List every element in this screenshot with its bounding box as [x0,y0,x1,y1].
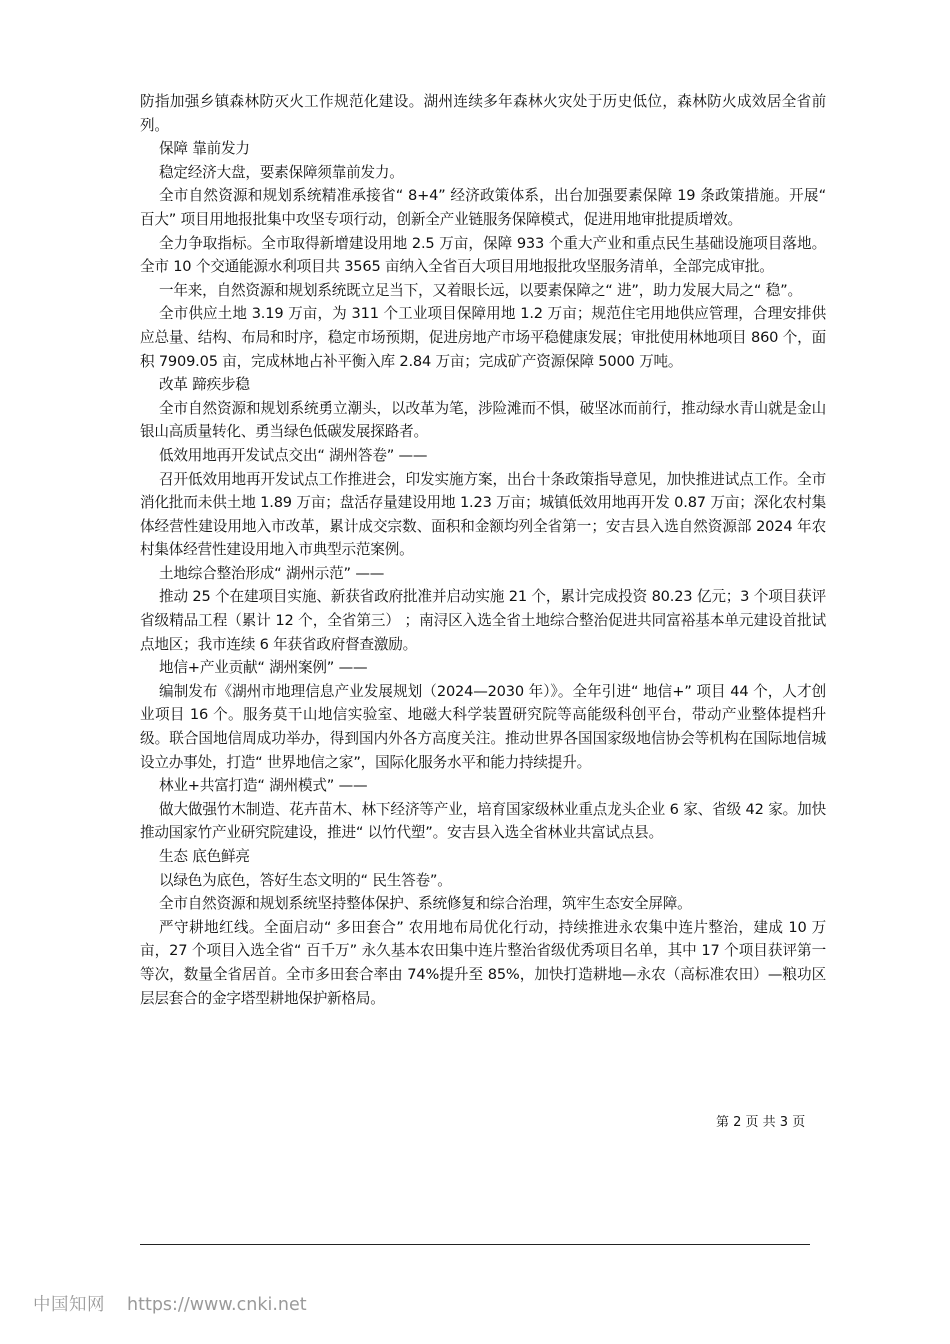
body-paragraph: 编制发布《湖州市地理信息产业发展规划（2024—2030 年）》。全年引进“ 地信+” 项目 44 个，人才创业项目 16 个。服务莫干山地信实验室、地磁大科学装置研究院等高能级科创平台，带动产业整体提档升级。联合国地信周成功举办，得到国内外各方高度关注。推动世界各国国家级地信协会等机构在国际地信城设立办事处，打造“ 世界地信之家”，国际化服务水平和能力持续提升。 [140,682,826,771]
body-paragraph: 防指加强乡镇森林防灭火工作规范化建设。湖州连续多年森林火灾处于历史低位，森林防火成效居全省前列。 [140,93,826,134]
subsection-heading: 土地综合整治形成“ 湖州示范” —— [159,564,385,582]
watermark-brand: 中国知网 [33,1295,105,1315]
body-paragraph: 全市自然资源和规划系统精准承接省“ 8+4” 经济政策体系，出台加强要素保障 19 条政策措施。开展“ 百大” 项目用地报批集中攻坚专项行动，创新全产业链服务保障模式，促进用地审批提质增效。 [140,187,826,228]
body-paragraph: 推动 25 个在建项目实施、新获省政府批准并启动实施 21 个，累计完成投资 80.23 亿元；3 个项目获评省级精品工程（累计 12 个，全省第三） ；南浔区入选全省土地综合整治促进共同富裕基本单元建设首批试点地区；我市连续 6 年获省政府督查激励。 [140,588,826,653]
section-heading: 保障 靠前发力 [159,140,250,158]
body-paragraph: 一年来，自然资源和规划系统既立足当下，又着眼长远，以要素保障之“ 进”，助力发展大局之“ 稳”。 [159,281,802,299]
section-heading: 改革 蹄疾步稳 [159,376,250,394]
page-number: 第 2 页 共 3 页 [716,1115,806,1130]
body-paragraph: 全市自然资源和规划系统勇立潮头，以改革为笔，涉险滩而不惧，破坚冰而前行，推动绿水青山就是金山银山高质量转化、勇当绿色低碳发展探路者。 [140,399,826,441]
document-body [140,90,826,1010]
subsection-heading: 地信+产业贡献“ 湖州案例” —— [159,659,368,677]
body-paragraph: 以绿色为底色，答好生态文明的“ 民生答卷”。 [159,871,452,889]
subsection-heading: 林业+共富打造“ 湖州模式” —— [159,777,368,795]
body-paragraph: 全市供应土地 3.19 万亩，为 311 个工业项目保障用地 1.2 万亩；规范住宅用地供应管理，合理安排供应总量、结构、布局和时序，稳定市场预期，促进房地产市场平稳健康发展；审批使用林地项目 860 个，面积 7909.05 亩，完成林地占补平衡入库 2.84 万亩；完成矿产资源保障 5000 万吨。 [140,305,826,370]
cnki-watermark [33,1294,307,1316]
body-paragraph: 全力争取指标。全市取得新增建设用地 2.5 万亩，保障 933 个重大产业和重点民生基础设施项目落地。全市 10 个交通能源水利项目共 3565 亩纳入全省百大项目用地报批攻坚服务清单，全部完成审批。 [140,234,826,276]
body-paragraph: 做大做强竹木制造、花卉苗木、林下经济等产业，培育国家级林业重点龙头企业 6 家、省级 42 家。加快推动国家竹产业研究院建设，推进“ 以竹代塑”。安吉县入选全省林业共富试点县。 [140,800,826,842]
subsection-heading: 低效用地再开发试点交出“ 湖州答卷” —— [159,446,428,464]
section-heading: 生态 底色鲜亮 [159,848,250,865]
body-paragraph: 全市自然资源和规划系统坚持整体保护、系统修复和综合治理，筑牢生态安全屏障。 [159,895,692,913]
body-paragraph: 严守耕地红线。全面启动“ 多田套合” 农用地布局优化行动，持续推进永农集中连片整治，建成 10 万亩，27 个项目入选全省“ 百千万” 永久基本农田集中连片整治省级优秀项目名单，其中 17 个项目获评第一等次，数量全省居首。全市多田套合率由 74%提升至 85%，加快打造耕地—永农（高标准农田）—粮功区层层套合的金字塔型耕地保护新格局。 [140,918,826,1007]
watermark-url: https://www.cnki.net [127,1295,307,1315]
body-paragraph: 稳定经济大盘，要素保障须靠前发力。 [159,163,404,181]
body-paragraph: 召开低效用地再开发试点工作推进会，印发实施方案，出台十条政策指导意见，加快推进试点工作。全市消化批而未供土地 1.89 万亩；盘活存量建设用地 1.23 万亩；城镇低效用地再开发 0.87 万亩；深化农村集体经营性建设用地入市改革，累计成交宗数、面积和金额均列全省第一；安吉县入选自然资源部 2024 年农村集体经营性建设用地入市典型示范案例。 [140,470,826,559]
footer-divider [140,1244,810,1245]
